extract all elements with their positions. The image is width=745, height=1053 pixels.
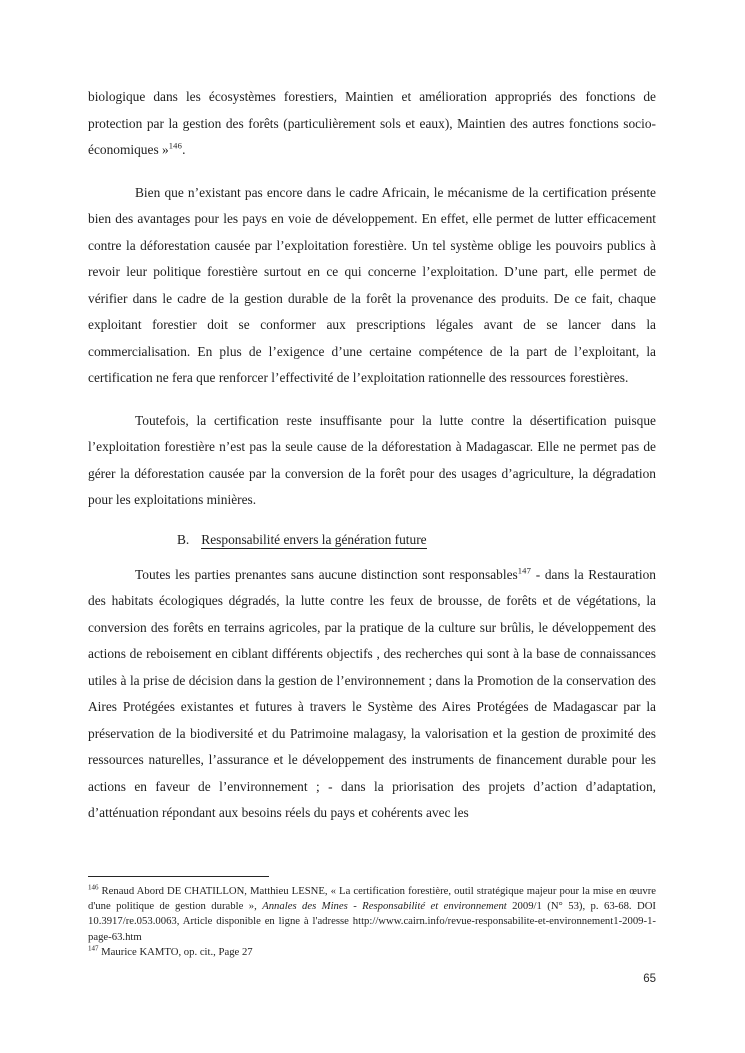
text-segment: Maurice KAMTO, op. cit., Page 27 [98, 945, 253, 958]
footnote-ref-147: 147 [517, 565, 532, 576]
text-segment: Renaud Abord DE CHATILLON, Matthieu LESNE, « La certification forestière, outil stratégique majeur pour la mise en œuvre d'une politique de gestion durable », [88, 885, 656, 913]
page-number: 65 [643, 973, 656, 985]
footnote-number-147: 147 [88, 944, 99, 953]
section-heading-label: B. [177, 531, 190, 547]
footnote-147 [88, 945, 656, 960]
journal-title: Annales des Mines - Responsabilité et environnement [262, 900, 507, 913]
text-segment: - dans la Restauration des habitats écologiques dégradés, la lutte contre les feux de brousse, de forêts et de végétations, la conversion des forêts en terrains agricoles, par la pratique de la culture sur brûlis, le développement des actions de reboisement en ciblant différents objectifs , des recherches qui sont à la base de connaissances utiles à la prise de décision dans la gestion de l’environnement ; dans la Promotion de la conservation des Aires Protégées existantes et futures à travers le Système des Aires Protégées de Madagascar par la préservation de la biodiversité et du Patrimoine malagasy, la valorisation et la gestion de proximité des ressources naturelles, l’assurance et le développement des instruments de financement durable pour les actions en faveur de l’environnement ; - dans la priorisation des projets d’action d’adaptation, d’atténuation répondant aux besoins réels du pays et cohérents avec les [88, 566, 656, 820]
text-segment: 2009/1 (N° 53), p. 63-68. DOI 10.3917/re.053.0063, Article disponible en ligne à l'adresse http://www.cairn.info/revue-responsabilite-et-environnement1-2009-1-page-63.htm [88, 900, 656, 943]
section-heading [177, 530, 656, 550]
footnotes-section [88, 876, 656, 960]
footnote-146 [88, 884, 656, 945]
paragraph-4 [88, 562, 656, 827]
footnote-number-146: 146 [88, 883, 99, 892]
footnote-ref-146: 146 [168, 140, 183, 151]
section-heading-title: Responsabilité envers la génération future [201, 532, 426, 550]
footnote-separator [88, 876, 269, 877]
page-body [88, 84, 656, 843]
text-segment: biologique dans les écosystèmes forestiers, Maintien et amélioration appropriés des fonctions de protection par la gestion des forêts (particulièrement sols et eaux), Maintien des autres fonctions socio-économiques » [88, 89, 656, 157]
paragraph-2: Bien que n’existant pas encore dans le cadre Africain, le mécanisme de la certification présente bien des avantages pour les pays en voie de développement. En effet, elle permet de lutter efficacement contre la déforestation causée par l’exploitation forestière. Un tel système oblige les pouvoirs publics à revoir leur politique forestière surtout en ce qui concerne l’exploitation. D’une part, elle permet de vérifier dans le cadre de la gestion durable de la forêt la provenance des produits. De ce fait, chaque exploitant forestier doit se conformer aux prescriptions légales avant de se lancer dans la commercialisation. En plus de l’exigence d’une certaine compétence de la part de l’exploitant, la certification ne fera que renforcer l’effectivité de l’exploitation rationnelle des ressources forestières. [88, 184, 656, 385]
text-segment: . [182, 142, 186, 157]
paragraph-1 [88, 84, 656, 164]
text-segment: Toutes les parties prenantes sans aucune distinction sont responsables [135, 566, 518, 582]
paragraph-3: Toutefois, la certification reste insuffisante pour la lutte contre la désertification puisque l’exploitation forestière n’est pas la seule cause de la déforestation à Madagascar. Elle ne permet pas de gérer la déforestation causée par la conversion de la forêt pour des usages d’agriculture, la dégradation pour les exploitations minières. [88, 412, 656, 507]
